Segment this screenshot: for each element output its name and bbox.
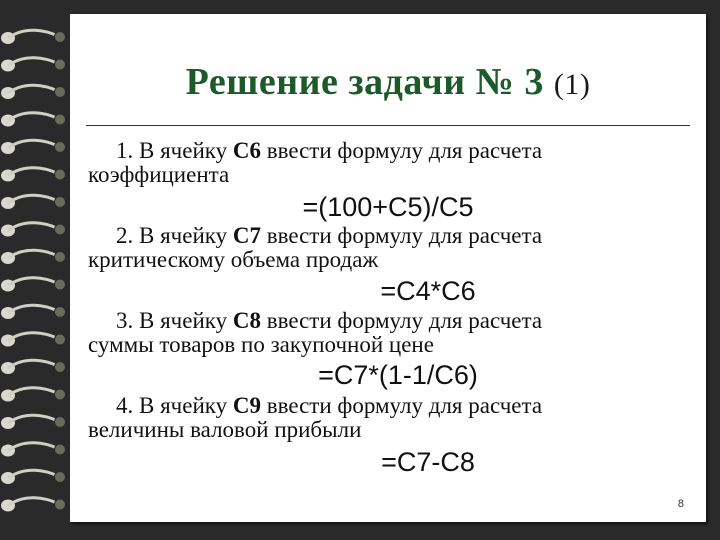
formula-3: =С7*(1-1/С6) [318,360,478,390]
binding-ring [1,443,66,457]
step-3-rest: ввести формулу для расчета [260,308,543,333]
title-main: Решение задачи № 3 [185,61,544,103]
spiral-binding [0,0,80,540]
step-2-line-1 [88,224,688,248]
binding-ring [1,30,66,44]
binding-ring [1,223,66,237]
step-2 [88,224,688,272]
formula-4: =С7-С8 [381,447,475,477]
step-4-cell: С9 [232,393,261,418]
step-2-rest: ввести формулу для расчета [260,223,543,248]
binding-ring [1,113,66,127]
step-1-prefix: 1. В ячейку [116,138,233,163]
step-3-cell: С8 [232,308,261,333]
binding-ring [1,168,66,182]
step-1-rest: ввести формулу для расчета [260,138,543,163]
binding-ring [1,140,66,154]
binding-ring [1,195,66,209]
step-4-line-1 [88,394,688,418]
binding-ring [1,85,66,99]
step-1-line-1 [88,139,688,163]
step-4 [88,394,688,442]
step-3-line-1 [88,309,688,333]
step-4-prefix: 4. В ячейку [116,393,233,418]
step-2-prefix: 2. В ячейку [116,223,233,248]
binding-ring [1,470,66,484]
binding-ring [1,278,66,292]
formula-2: =С4*С6 [380,276,476,306]
step-3-prefix: 3. В ячейку [116,308,233,333]
binding-ring [1,498,66,512]
step-1-cell: С6 [232,138,261,163]
binding-ring [1,58,66,72]
step-4-rest: ввести формулу для расчета [260,393,543,418]
step-2-cell: С7 [232,223,261,248]
binding-ring [1,250,66,264]
slide-sheet [70,14,706,522]
title-divider [86,125,690,126]
step-1 [88,139,688,187]
step-2-line-2: критическому объема продаж [88,247,379,272]
title-suffix: (1) [553,68,591,101]
binding-ring [1,305,66,319]
binding-ring [1,388,66,402]
step-3-line-2: суммы товаров по закупочной цене [88,332,434,357]
step-3 [88,309,688,357]
binding-ring [1,360,66,374]
binding-ring [1,333,66,347]
slide-title [70,60,706,104]
formula-1: =(100+С5)/С5 [302,192,474,222]
page-number: 8 [677,498,684,510]
binding-ring [1,415,66,429]
step-1-line-2: коэффициента [88,162,230,187]
step-4-line-2: величины валовой прибыли [88,417,362,442]
